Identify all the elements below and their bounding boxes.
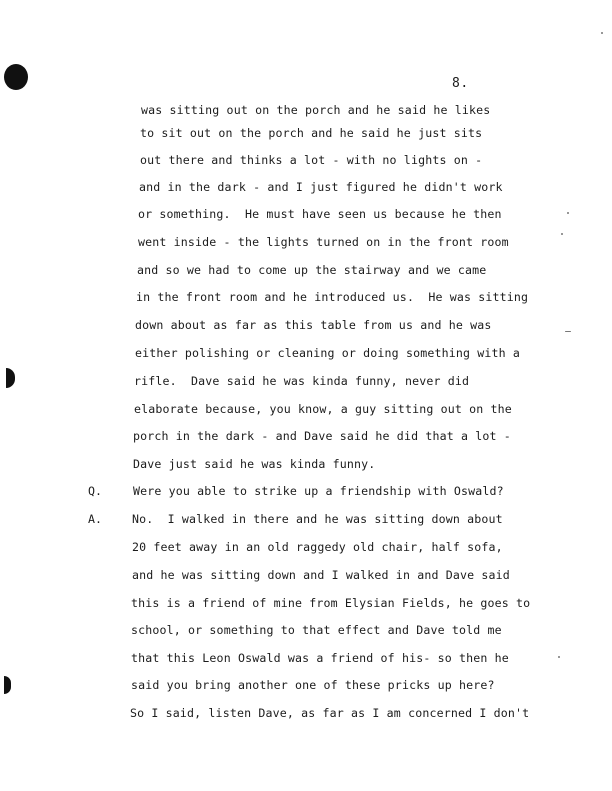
answer-line: No. I walked in there and he was sitting down about [132, 512, 503, 526]
transcript-line: Dave just said he was kinda funny. [133, 457, 376, 471]
answer-line: So I said, listen Dave, as far as I am concerned I don't [130, 706, 530, 720]
scan-speck [567, 212, 569, 214]
answer-marker: A. [88, 512, 102, 526]
transcript-line: elaborate because, you know, a guy sitting out on the [134, 402, 512, 416]
transcript-line: in the front room and he introduced us. He was sitting [136, 290, 529, 304]
punch-mark-middle [6, 368, 15, 388]
transcript-line: went inside - the lights turned on in the front room [138, 235, 509, 249]
transcript-line: out there and thinks a lot - with no lights on - [140, 153, 483, 167]
answer-line: 20 feet away in an old raggedy old chair, half sofa, [132, 540, 503, 554]
scan-speck [561, 233, 563, 235]
answer-line: this is a friend of mine from Elysian Fields, he goes to [131, 596, 531, 610]
transcript-line: and so we had to come up the stairway and we came [137, 263, 487, 277]
transcript-line: and in the dark - and I just figured he didn't work [139, 180, 503, 194]
punch-mark-bottom [4, 676, 11, 694]
transcript-line: to sit out on the porch and he said he just sits [140, 126, 483, 140]
scan-speck [601, 32, 603, 34]
punch-hole-top [4, 64, 28, 90]
transcript-line: rifle. Dave said he was kinda funny, never did [134, 374, 470, 388]
answer-line: said you bring another one of these pricks up here? [131, 678, 495, 692]
scan-speck [558, 656, 560, 658]
scan-speck [565, 331, 571, 332]
page-number: 8. [452, 76, 469, 91]
question-line: Were you able to strike up a friendship with Oswald? [133, 484, 504, 498]
transcript-line: down about as far as this table from us and he was [135, 318, 492, 332]
answer-line: and he was sitting down and I walked in and Dave said [132, 568, 510, 582]
transcript-line: porch in the dark - and Dave said he did that a lot - [133, 429, 511, 443]
transcript-line: or something. He must have seen us because he then [138, 207, 502, 221]
answer-line: that this Leon Oswald was a friend of his- so then he [131, 651, 509, 665]
question-marker: Q. [88, 484, 102, 498]
transcript-line: was sitting out on the porch and he said he likes [141, 103, 491, 117]
transcript-line: either polishing or cleaning or doing something with a [135, 346, 521, 360]
answer-line: school, or something to that effect and Dave told me [131, 623, 502, 637]
